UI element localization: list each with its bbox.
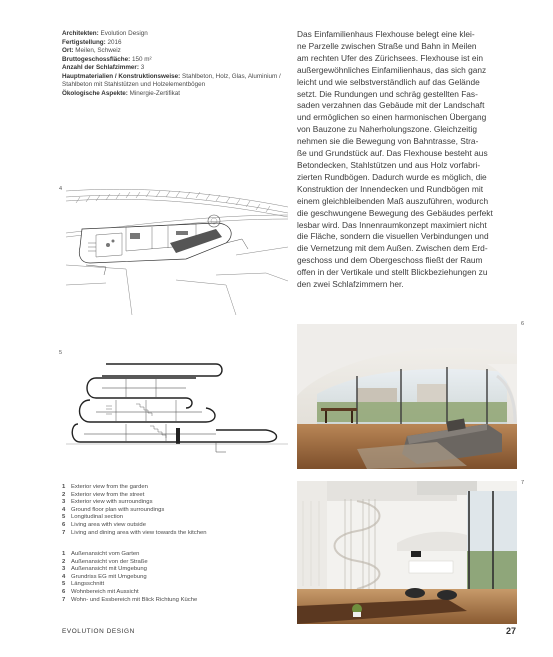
caption-number: 7: [62, 596, 66, 603]
project-fact-row: [62, 56, 290, 65]
project-fact-row: [62, 64, 290, 73]
caption-text: Living and dining area with view towards the kitchen: [71, 529, 207, 536]
caption-text: Wohnbereich mit Aussicht: [71, 588, 139, 595]
project-fact-row: [62, 30, 290, 39]
caption-text: Living area with view outside: [71, 521, 146, 528]
body-text-line: nehmen sie die Bewegung von Bahntrasse, Stra-: [297, 136, 479, 147]
project-fact-label: Fertigstellung:: [62, 38, 106, 46]
caption-item: [62, 484, 262, 492]
caption-number: 7: [62, 529, 66, 536]
project-fact-label: Bruttogeschossfläche:: [62, 55, 131, 63]
caption-text: Wohn- und Essbereich mit Blick Richtung Küche: [71, 596, 198, 603]
caption-text: Grundriss EG mit Umgebung: [71, 573, 147, 580]
caption-text: Exterior view with surroundings: [71, 499, 153, 506]
project-fact-row: [62, 90, 290, 99]
project-fact-value: Stahlbeton, Holz, Glas, Aluminium / Stahlbeton mit Stahlstützen und Holzelementbögen: [62, 72, 281, 88]
project-fact-value: 2016: [107, 38, 122, 46]
caption-text: Außenansicht vom Garten: [71, 551, 140, 557]
caption-item: [62, 492, 262, 500]
caption-number: 1: [62, 551, 66, 557]
caption-number: 4: [62, 573, 66, 580]
body-text-line: die Fläche, sondern die visuellen Verbindungen und: [297, 231, 489, 242]
project-fact-value: Evolution Design: [100, 30, 148, 37]
caption-text: Exterior view from the garden: [71, 484, 148, 490]
caption-text: Außenansicht von der Straße: [71, 558, 148, 565]
body-text-line: am rechten Ufer des Zürichsees. Flexhouse ist ein: [297, 52, 483, 63]
project-fact-value: Meilen, Schweiz: [75, 47, 121, 54]
figure-number-5: 5: [59, 350, 63, 356]
project-fact-label: Architekten:: [62, 30, 99, 37]
body-text-line: geschoss und dem Obergeschoss fließt der Raum: [297, 255, 483, 266]
caption-number: 5: [62, 514, 66, 521]
footer-architect-name: EVOLUTION DESIGN: [62, 628, 135, 635]
body-text-line: offen in der Vertikale und stellt Blickbeziehungen zu: [297, 267, 488, 278]
project-fact-row: [62, 73, 290, 90]
figure-number-7: 7: [521, 480, 525, 486]
caption-number: 5: [62, 581, 66, 588]
caption-item: [62, 514, 262, 522]
body-text: [297, 29, 525, 291]
caption-number: 6: [62, 521, 66, 528]
body-text-line: Konstruktion der Innendecken und Rundbögen mit: [297, 183, 484, 194]
project-fact-label: Ort:: [62, 47, 74, 54]
body-text-line: ne Parzelle zwischen Straße und Bahn in Meilen: [297, 40, 477, 51]
project-fact-row: [62, 39, 290, 48]
figure-number-6: 6: [521, 321, 525, 327]
body-text-line: zierten Rundbögen. Dadurch wurde es möglich, die: [297, 171, 487, 182]
project-fact-value: Minergie-Zertifikat: [129, 89, 181, 97]
project-fact-label: Anzahl der Schlafzimmer:: [62, 64, 139, 71]
project-fact-value: 150 m²: [131, 55, 152, 63]
body-text-line: setzt. Die Rundungen und schräg gestellten Fas-: [297, 88, 478, 99]
body-text-line: saden verzahnen das Gebäude mit der Landschaft: [297, 100, 485, 111]
caption-item: [62, 551, 262, 559]
page-number: 27: [506, 626, 517, 636]
body-text-line: die geschwungene Bewegung des Gebäudes perfekt: [297, 207, 493, 218]
caption-text: Longitudinal section: [71, 514, 124, 521]
caption-list-english: [62, 484, 262, 537]
body-text-line: Das Einfamilienhaus Flexhouse belegt eine klei-: [297, 29, 475, 39]
project-facts: [62, 30, 290, 98]
caption-number: 2: [62, 491, 66, 498]
body-text-line: ße und Grundstück auf. Das Flexhouse besteht aus: [297, 148, 488, 159]
caption-number: 3: [62, 566, 66, 573]
caption-list-german: [62, 551, 262, 604]
caption-number: 2: [62, 558, 66, 565]
caption-item: [62, 499, 262, 507]
project-fact-label: Hauptmaterialien / Konstruktionsweise:: [62, 72, 181, 80]
project-fact-row: [62, 47, 290, 56]
caption-item: [62, 574, 262, 582]
caption-text: Außenansicht mit Umgebung: [71, 566, 147, 573]
body-text-line: leicht und wie selbstverständlich auf das Gelände: [297, 76, 480, 87]
caption-text: Längsschnitt: [71, 581, 105, 588]
caption-item: [62, 566, 262, 574]
body-text-line: lesbar wird. Das Innenraumkonzept maximiert nicht: [297, 219, 487, 230]
caption-number: 3: [62, 499, 66, 506]
caption-number: 1: [62, 484, 66, 490]
caption-item: [62, 507, 262, 515]
caption-item: [62, 589, 262, 597]
caption-item: [62, 597, 262, 605]
caption-text: Exterior view from the street: [71, 491, 145, 498]
body-text-line: die Vernetzung mit dem Außen. Zwischen dem Erd-: [297, 243, 488, 254]
body-text-line: einem gleichbleibenden Maß auszuführen, wodurch: [297, 195, 489, 206]
site-plan-drawing: [66, 185, 288, 315]
project-fact-value: 3: [140, 64, 145, 71]
caption-text: Ground floor plan with surroundings: [71, 506, 165, 513]
caption-item: [62, 581, 262, 589]
body-text-line: von Bauzone zu Naherholungszone. Gleichzeitig: [297, 124, 477, 135]
project-fact-label: Ökologische Aspekte:: [62, 89, 128, 97]
body-text-line: Betondecken, Stahlstützen und aus Holz vorfabri-: [297, 159, 481, 170]
caption-item: [62, 522, 262, 530]
caption-item: [62, 559, 262, 567]
figure-number-4: 4: [59, 186, 63, 192]
body-text-line: und ermöglichen so einen harmonischen Übergang: [297, 112, 487, 123]
longitudinal-section-drawing: [66, 352, 288, 462]
body-text-line: außergewöhnliches Einfamilienhaus, das sich ganz: [297, 64, 487, 75]
dining-area-photo: [297, 481, 517, 624]
body-text-line: den zwei Schlafzimmern her.: [297, 279, 404, 290]
caption-number: 6: [62, 588, 66, 595]
living-area-photo: [297, 324, 517, 469]
caption-number: 4: [62, 506, 66, 513]
caption-item: [62, 530, 262, 538]
